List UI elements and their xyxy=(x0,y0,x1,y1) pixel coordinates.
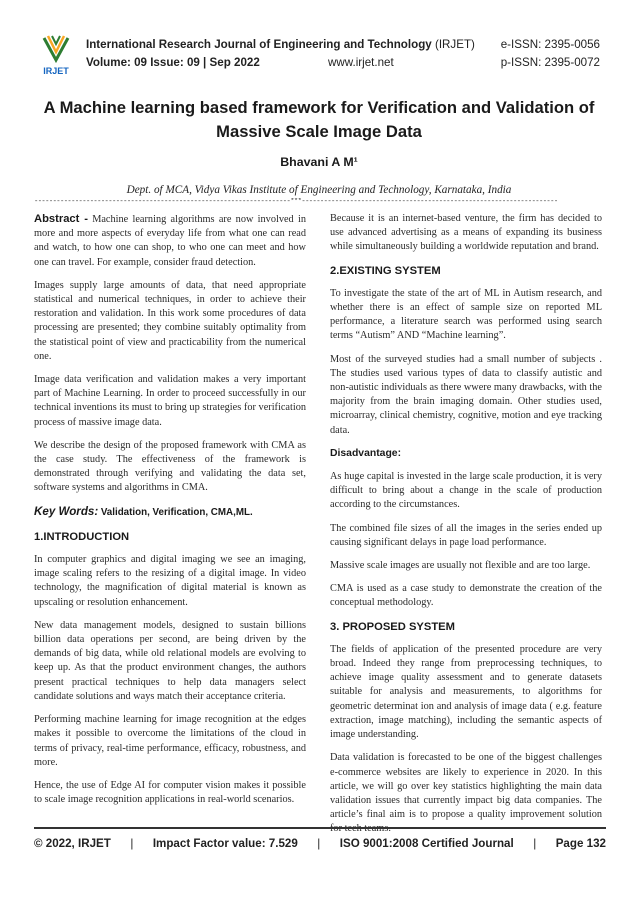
paper-title: A Machine learning based framework for Verification and Validation of Massive Scale Image Data xyxy=(43,98,595,141)
right-intro-paragraph: Because it is an internet-based venture, the firm has decided to use advanced advertising as a means of expanding its business while simultaneously building a worldwide reputation and brand. xyxy=(330,213,602,253)
keywords xyxy=(34,505,306,520)
page-footer xyxy=(34,837,606,850)
footer-separator: | xyxy=(130,837,134,850)
iso-certification: ISO 9001:2008 Certified Journal xyxy=(339,837,514,850)
footer-separator: | xyxy=(533,837,537,850)
paper-author: Bhavani A M¹ xyxy=(280,155,358,169)
intro-paragraph-4: Hence, the use of Edge AI for computer vision makes it possible to scale image recognition applications in real-world scenarios. xyxy=(34,779,306,806)
disadvantage-paragraph-1: As huge capital is invested in the large scale production, it is very difficult to bring about a change in the scale of production according to the circumstances. xyxy=(330,471,602,511)
journal-name xyxy=(86,38,475,51)
section-separator: ---------------------------------------------------------------------***--------------------------------------------------------------------- xyxy=(34,198,558,206)
abstract-paragraph xyxy=(34,212,306,270)
section-heading-existing-system: 2.EXISTING SYSTEM xyxy=(330,264,441,277)
footer-rule xyxy=(34,827,606,829)
keywords-label: Key Words xyxy=(34,504,95,518)
abstract-label: Abstract - xyxy=(34,213,88,225)
abstract-text: Machine learning algorithms are now involved in more and more aspects of everyday life from what one can read and watch, to how one can shop, to who one can meet and how one can travel. For example, consider fraud detection. xyxy=(34,214,306,268)
journal-abbr: (IRJET) xyxy=(434,38,475,51)
disadvantage-paragraph-4: CMA is used as a case study to demonstrate the creation of the conceptual methodology. xyxy=(330,583,602,609)
intro-paragraph-3: Performing machine learning for image recognition at the edges makes it possible to overcome the limitations of the cloud in terms of privacy, real-time performance, efficacy, robustness, and more. xyxy=(34,714,306,768)
section-heading-introduction: 1.INTRODUCTION xyxy=(34,530,130,543)
subheading-disadvantage: Disadvantage: xyxy=(330,447,402,459)
proposed-paragraph-2: Data validation is forecasted to be one of the biggest challenges e-commerce websites are likely to experience in 2020. In this article, we will go over key statistics highlighting the main data validation issues that currently impact big data companies. The article’s final aim is to propose a quality improvement solution xyxy=(330,752,602,821)
author-affiliation: Dept. of MCA, Vidya Vikas Institute of Engineering and Technology, Karnataka, India xyxy=(126,184,512,196)
existing-paragraph-2: Most of the surveyed studies had a small number of subjects . The studies used various types of data to classify autistic and non-autistic individuals as there wwere many drawbacks, with the majority from the brain imaging domain. Other studies used, microarray, clinical chemistry, cognitive, motion and eye tracking data. xyxy=(330,353,602,436)
journal-header xyxy=(38,34,600,82)
existing-paragraph-1: To investigate the state of the art of ML in Autism research, and whether there is an effect of sample size on reported ML performance, a literature search was performed using search terms “Autism” AND “Machine learning”. xyxy=(330,287,602,342)
irjet-logo-icon xyxy=(38,34,74,78)
volume-issue: Volume: 09 Issue: 09 | Sep 2022 xyxy=(86,56,260,69)
abstract-paragraph-2: Images supply large amounts of data, that need appropriate statistical and numerical techniques, in order to achieve their restoration and validation. In this work some procedures of data processing are presented; they combine suitably optimality from the statistical point of view and practicability from the numerical one. xyxy=(34,279,306,362)
footer-separator: | xyxy=(317,837,321,850)
left-column xyxy=(34,212,306,816)
intro-paragraph-2: New data management models, designed to sustain billions billion data operations per second, are being driven by the demands of big data, while old relational models are evolving to keep up. As that the product environment changes, the authors present practical techniques to help data managers select candidate solutions and ways match their acceptance criteria. xyxy=(34,619,306,702)
intro-paragraph-1: In computer graphics and digital imaging we see an imaging, image scaling refers to the resizing of a digital image. In video technology, the magnification of digital material is known as upscaling or resolution enhancement. xyxy=(34,554,306,608)
journal-website-link[interactable]: www.irjet.net xyxy=(328,56,394,69)
right-column xyxy=(330,212,602,846)
section-heading-proposed-system: 3. PROPOSED SYSTEM xyxy=(330,620,455,633)
disadvantage-paragraph-3: Massive scale images are usually not flexible and are too large. xyxy=(330,560,591,572)
journal-name-text: International Research Journal of Engineering and Technology xyxy=(86,38,432,51)
copyright: © 2022, IRJET xyxy=(34,837,111,850)
pissn: p-ISSN: 2395-0072 xyxy=(500,56,600,69)
keywords-text: Validation, Verification, CMA,ML. xyxy=(100,506,253,518)
eissn: e-ISSN: 2395-0056 xyxy=(500,38,600,51)
abstract-paragraph-4: We describe the design of the proposed framework with CMA as the case study. The effectiveness of the framework is demonstrated through verifying and validating the data set, software systems and algorithms in CMA. xyxy=(34,439,306,494)
svg-text:IRJET: IRJET xyxy=(43,66,69,76)
proposed-paragraph-1: The fields of application of the presented procedure are very broad. Indeed they range from preprocessing techniques, to achieve image quality assessment and to generate datasets suitable for analysis and measurements, to algorithms for geometric determinat ion and analysis of image data ( e.g. feature extraction, image matching), including the semantic aspects of image understanding. xyxy=(330,643,602,741)
disadvantage-paragraph-2: The combined file sizes of all the images in the series ended up causing significant delays in page load performance. xyxy=(330,522,602,548)
page-number: Page 132 xyxy=(555,837,606,850)
abstract-paragraph-3: Image data verification and validation makes a very important part of Machine Learning. In order to proceed successfully in our technical inventions its must to bring up strategies for verification process of massive image data. xyxy=(34,374,306,428)
impact-factor: Impact Factor value: 7.529 xyxy=(152,837,298,850)
keywords-colon: : xyxy=(94,504,99,518)
